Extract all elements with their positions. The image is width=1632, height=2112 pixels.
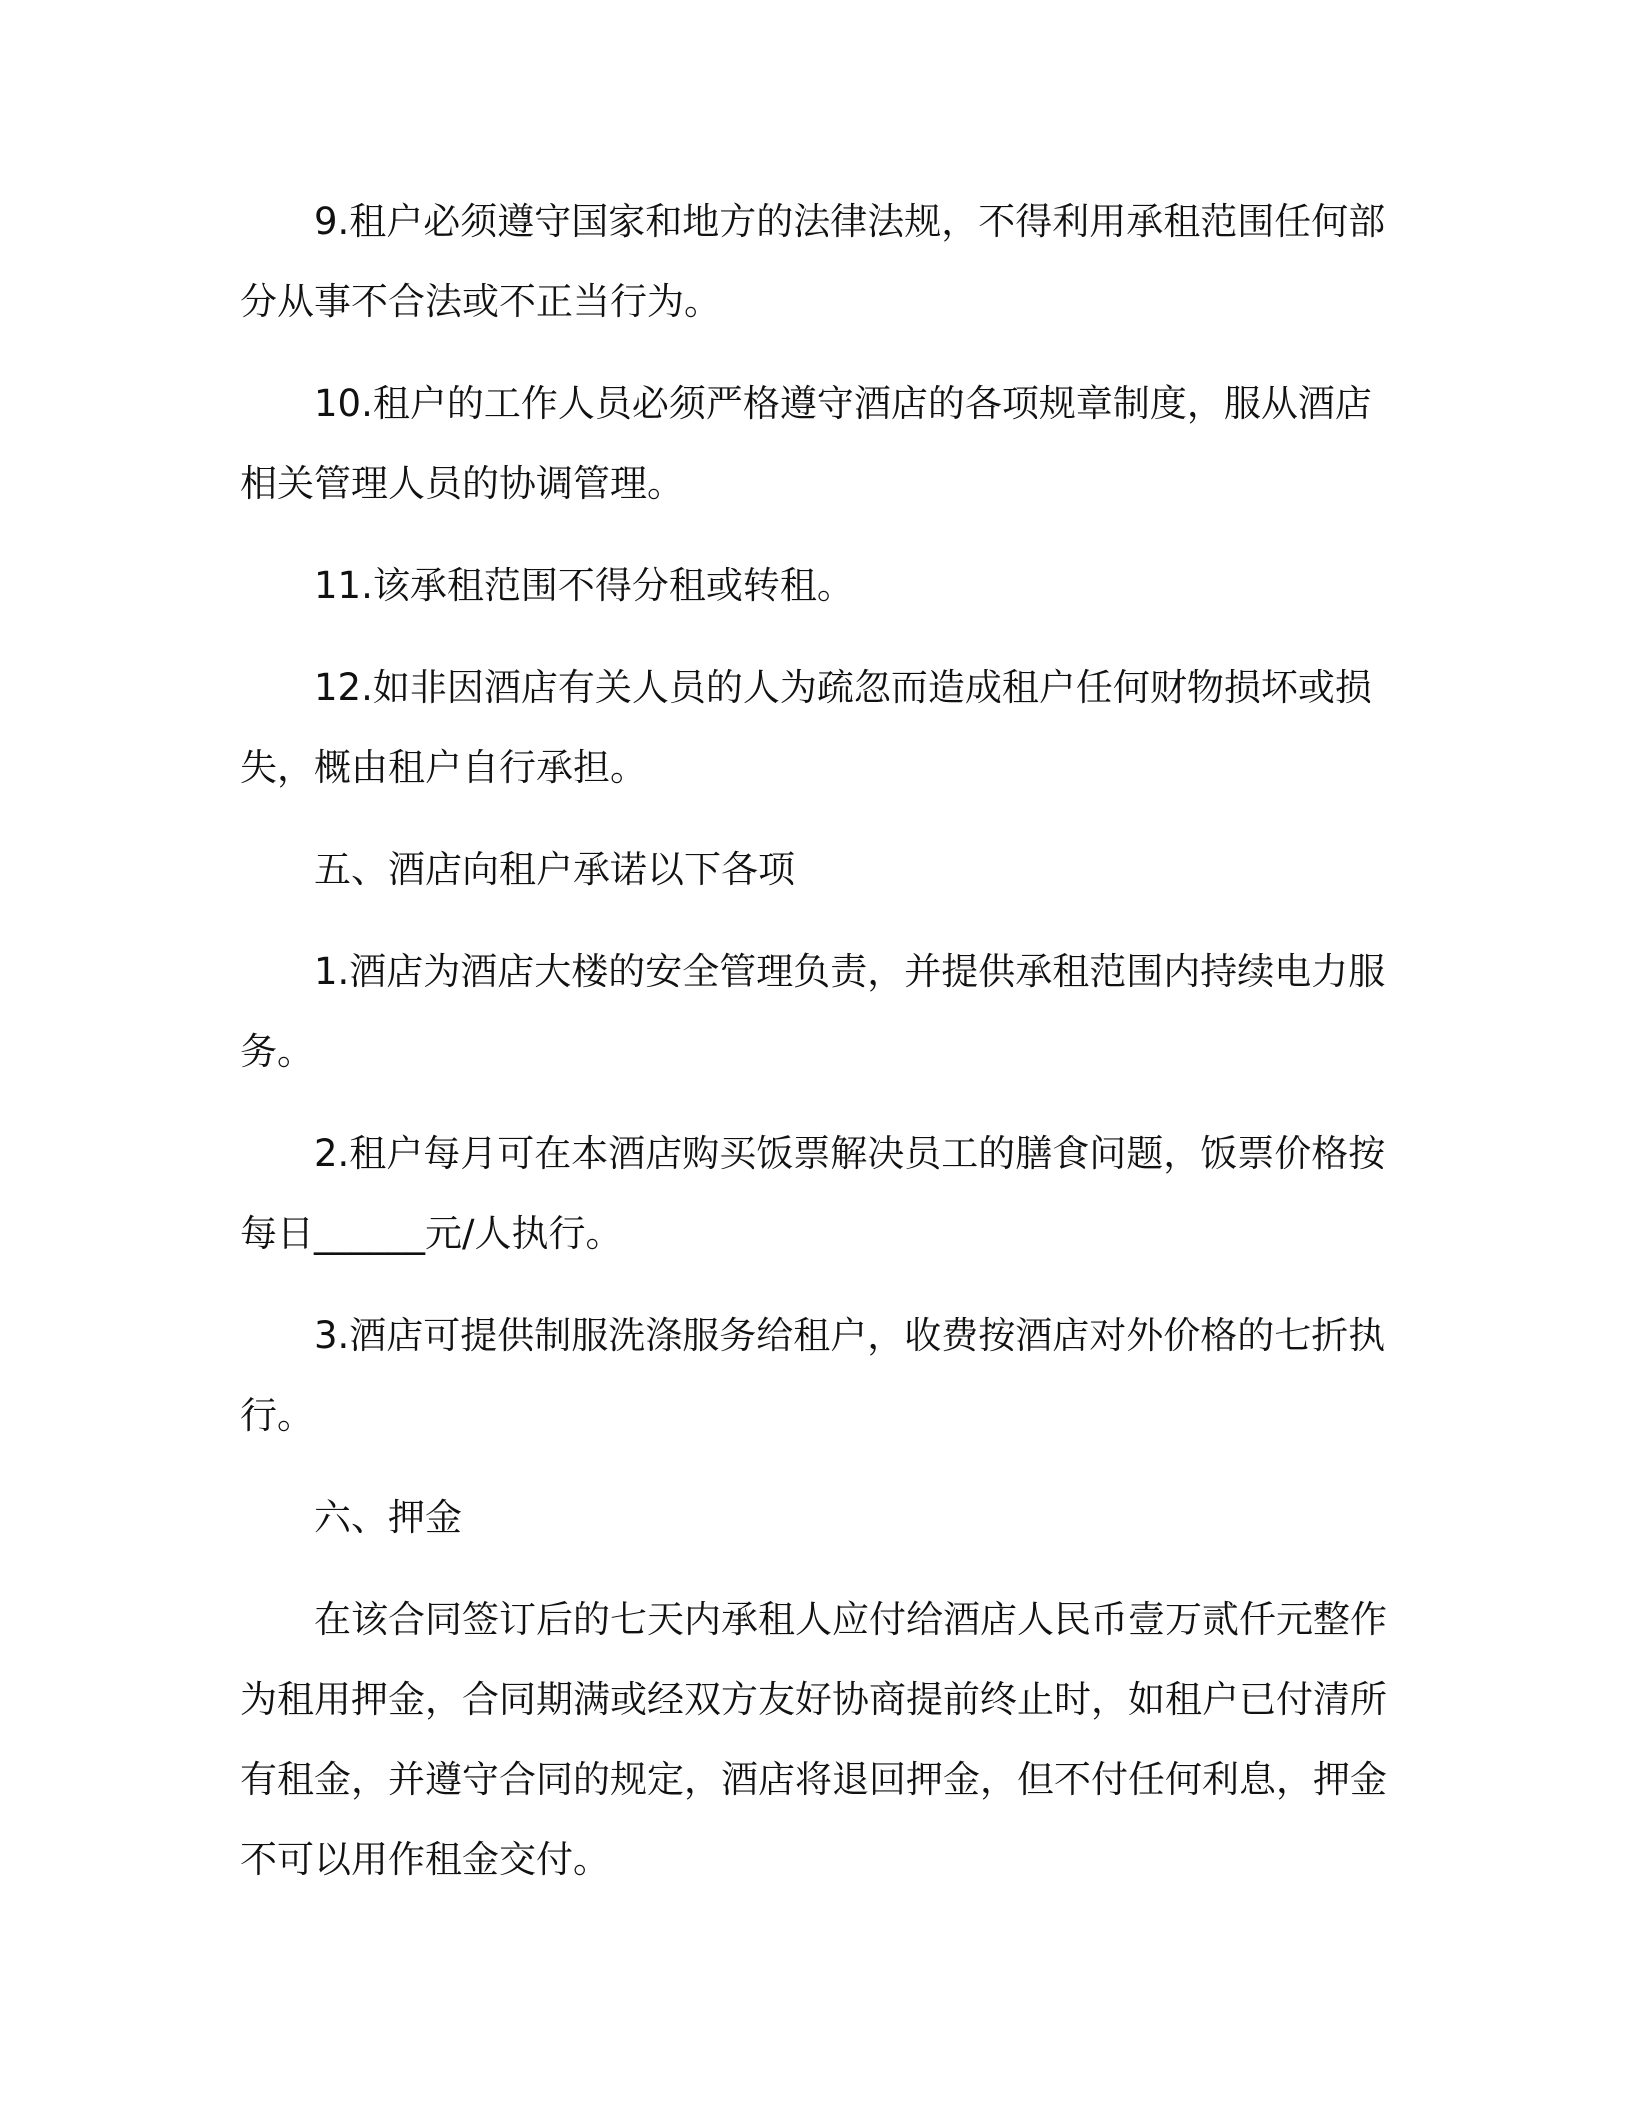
section-5-item-1: 1.酒店为酒店大楼的安全管理负责，并提供承租范围内持续电力服务。 [240,950,1386,1073]
document-body [240,182,1390,1922]
clause-12: 12.如非因酒店有关人员的人为疏忽而造成租户任何财物损坏或损失，概由租户自行承担。 [240,666,1372,789]
clause-9: 9.租户必须遵守国家和地方的法律法规，不得利用承租范围任何部分从事不合法或不正当行为。 [240,200,1386,323]
clause-11: 11.该承租范围不得分租或转租。 [314,564,854,607]
clause-10: 10.租户的工作人员必须严格遵守酒店的各项规章制度，服从酒店相关管理人员的协调管理。 [240,382,1372,505]
section-6-heading: 六、押金 [314,1496,462,1539]
deposit-paragraph: 在该合同签订后的七天内承租人应付给酒店人民币壹万贰仟元整作为租用押金，合同期满或经双方友好协商提前终止时，如租户已付清所有租金，并遵守合同的规定，酒店将退回押金，但不付任何利息，押金不可以用作租金交付。 [240,1598,1387,1881]
section-5-item-2: 2.租户每月可在本酒店购买饭票解决员工的膳食问题，饭票价格按每日______元/人执行。 [240,1132,1386,1255]
section-5-item-3: 3.酒店可提供制服洗涤服务给租户，收费按酒店对外价格的七折执行。 [240,1314,1386,1437]
section-5-heading: 五、酒店向租户承诺以下各项 [314,848,795,891]
